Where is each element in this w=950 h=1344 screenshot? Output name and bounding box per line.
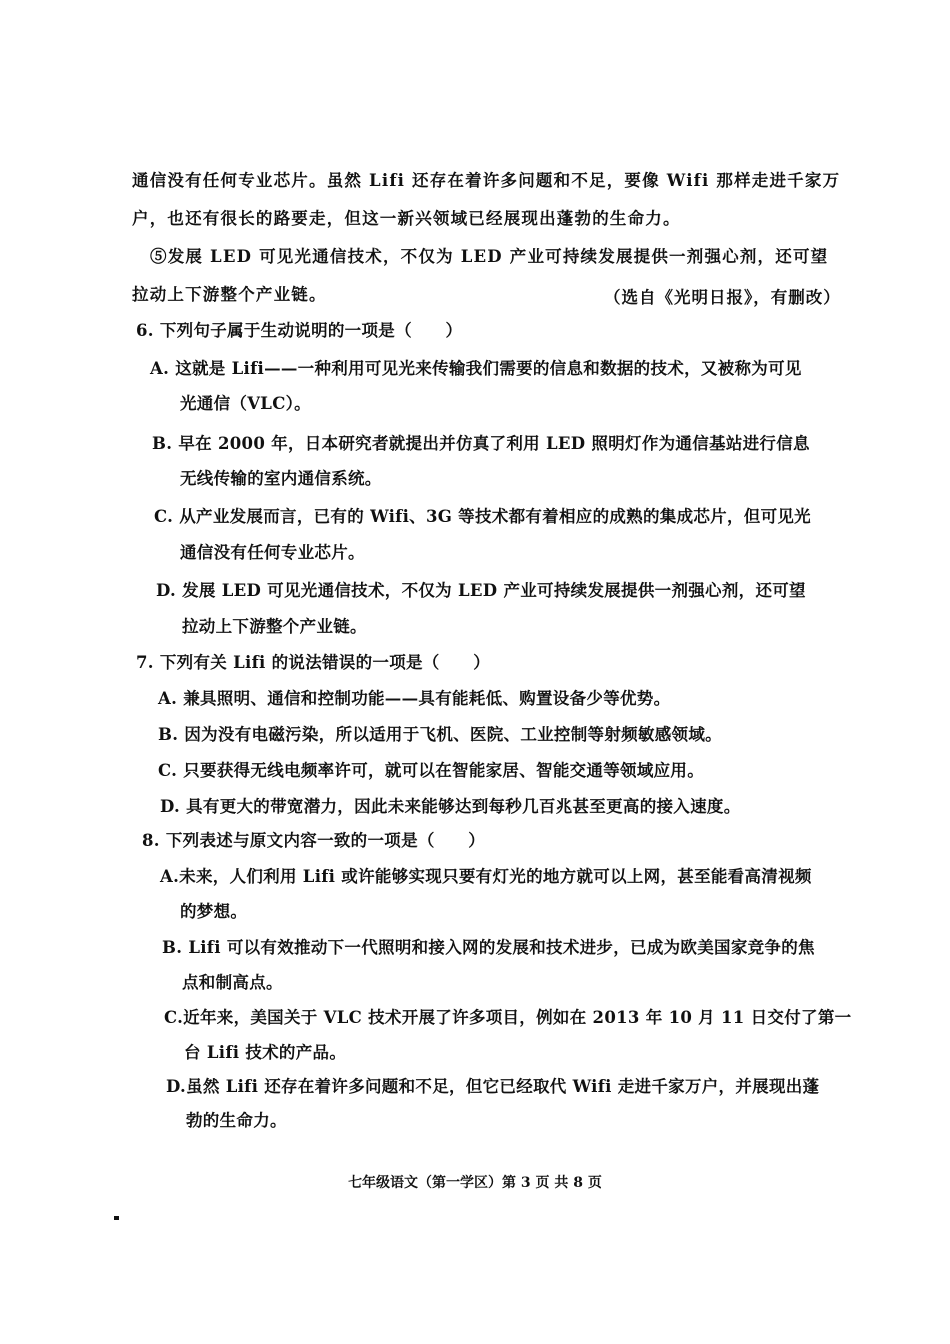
question-8-option-c-line-1: C.近年来，美国关于 VLC 技术开展了许多项目，例如在 2013 年 10 月 11 日交付了第一	[164, 1008, 852, 1027]
question-7-option-b: B. 因为没有电磁污染，所以适用于飞机、医院、工业控制等射频敏感领域。	[158, 725, 722, 744]
question-7-option-a: A. 兼具照明、通信和控制功能——具有能耗低、购置设备少等优势。	[158, 689, 671, 708]
question-6-option-d-line-1: D. 发展 LED 可见光通信技术，不仅为 LED 产业可持续发展提供一剂强心剂，还可望	[156, 581, 806, 600]
question-8-option-a-line-2: 的梦想。	[180, 902, 248, 921]
question-8-option-b-line-2: 点和制高点。	[182, 973, 283, 992]
question-8-option-a-line-1: A.未来，人们利用 Lifi 或许能够实现只要有灯光的地方就可以上网，甚至能看高清视频	[160, 867, 812, 886]
question-6-option-b-line-1: B. 早在 2000 年，日本研究者就提出并仿真了利用 LED 照明灯作为通信基站进行信息	[152, 434, 810, 453]
passage-line-1: 通信没有任何专业芯片。虽然 Lifi 还存在着许多问题和不足，要像 Wifi 那样走进千家万	[132, 171, 841, 190]
question-8-option-d-line-2: 勃的生命力。	[186, 1111, 287, 1130]
question-8-stem: 8. 下列表述与原文内容一致的一项是（ ）	[142, 831, 486, 850]
question-8-option-c-line-2: 台 Lifi 技术的产品。	[184, 1043, 347, 1062]
question-7-option-d: D. 具有更大的带宽潜力，因此未来能够达到每秒几百兆甚至更高的接入速度。	[160, 797, 741, 816]
passage-line-2: 户，也还有很长的路要走，但这一新兴领域已经展现出蓬勃的生命力。	[132, 209, 681, 228]
question-6-option-a-line-1: A. 这就是 Lifi——一种利用可见光来传输我们需要的信息和数据的技术，又被称为可见	[150, 359, 802, 378]
scan-speck	[114, 1216, 119, 1220]
question-6-option-b-line-2: 无线传输的室内通信系统。	[180, 469, 382, 488]
passage-line-4: 拉动上下游整个产业链。	[132, 285, 327, 304]
question-8-option-d-line-1: D.虽然 Lifi 还存在着许多问题和不足，但它已经取代 Wifi 走进千家万户，并展现出蓬	[166, 1077, 820, 1096]
question-6-stem: 6. 下列句子属于生动说明的一项是（ ）	[136, 321, 463, 340]
question-6-option-a-line-2: 光通信（VLC）。	[180, 394, 311, 413]
question-6-option-c-line-1: C. 从产业发展而言，已有的 Wifi、3G 等技术都有着相应的成熟的集成芯片，但可见光	[154, 507, 811, 526]
question-7-option-c: C. 只要获得无线电频率许可，就可以在智能家居、智能交通等领域应用。	[158, 761, 705, 780]
page-footer: 七年级语文（第一学区）第 3 页 共 8 页	[348, 1175, 602, 1191]
question-8-option-b-line-1: B. Lifi 可以有效推动下一代照明和接入网的发展和技术进步，已成为欧美国家竞争的焦	[162, 938, 815, 957]
question-6-option-d-line-2: 拉动上下游整个产业链。	[182, 617, 367, 636]
question-7-stem: 7. 下列有关 Lifi 的说法错误的一项是（ ）	[136, 653, 490, 672]
question-6-option-c-line-2: 通信没有任何专业芯片。	[180, 543, 365, 562]
passage-line-3: ⑤发展 LED 可见光通信技术，不仅为 LED 产业可持续发展提供一剂强心剂，还可望	[150, 247, 829, 266]
passage-source: （选自《光明日报》，有删改）	[604, 288, 841, 307]
